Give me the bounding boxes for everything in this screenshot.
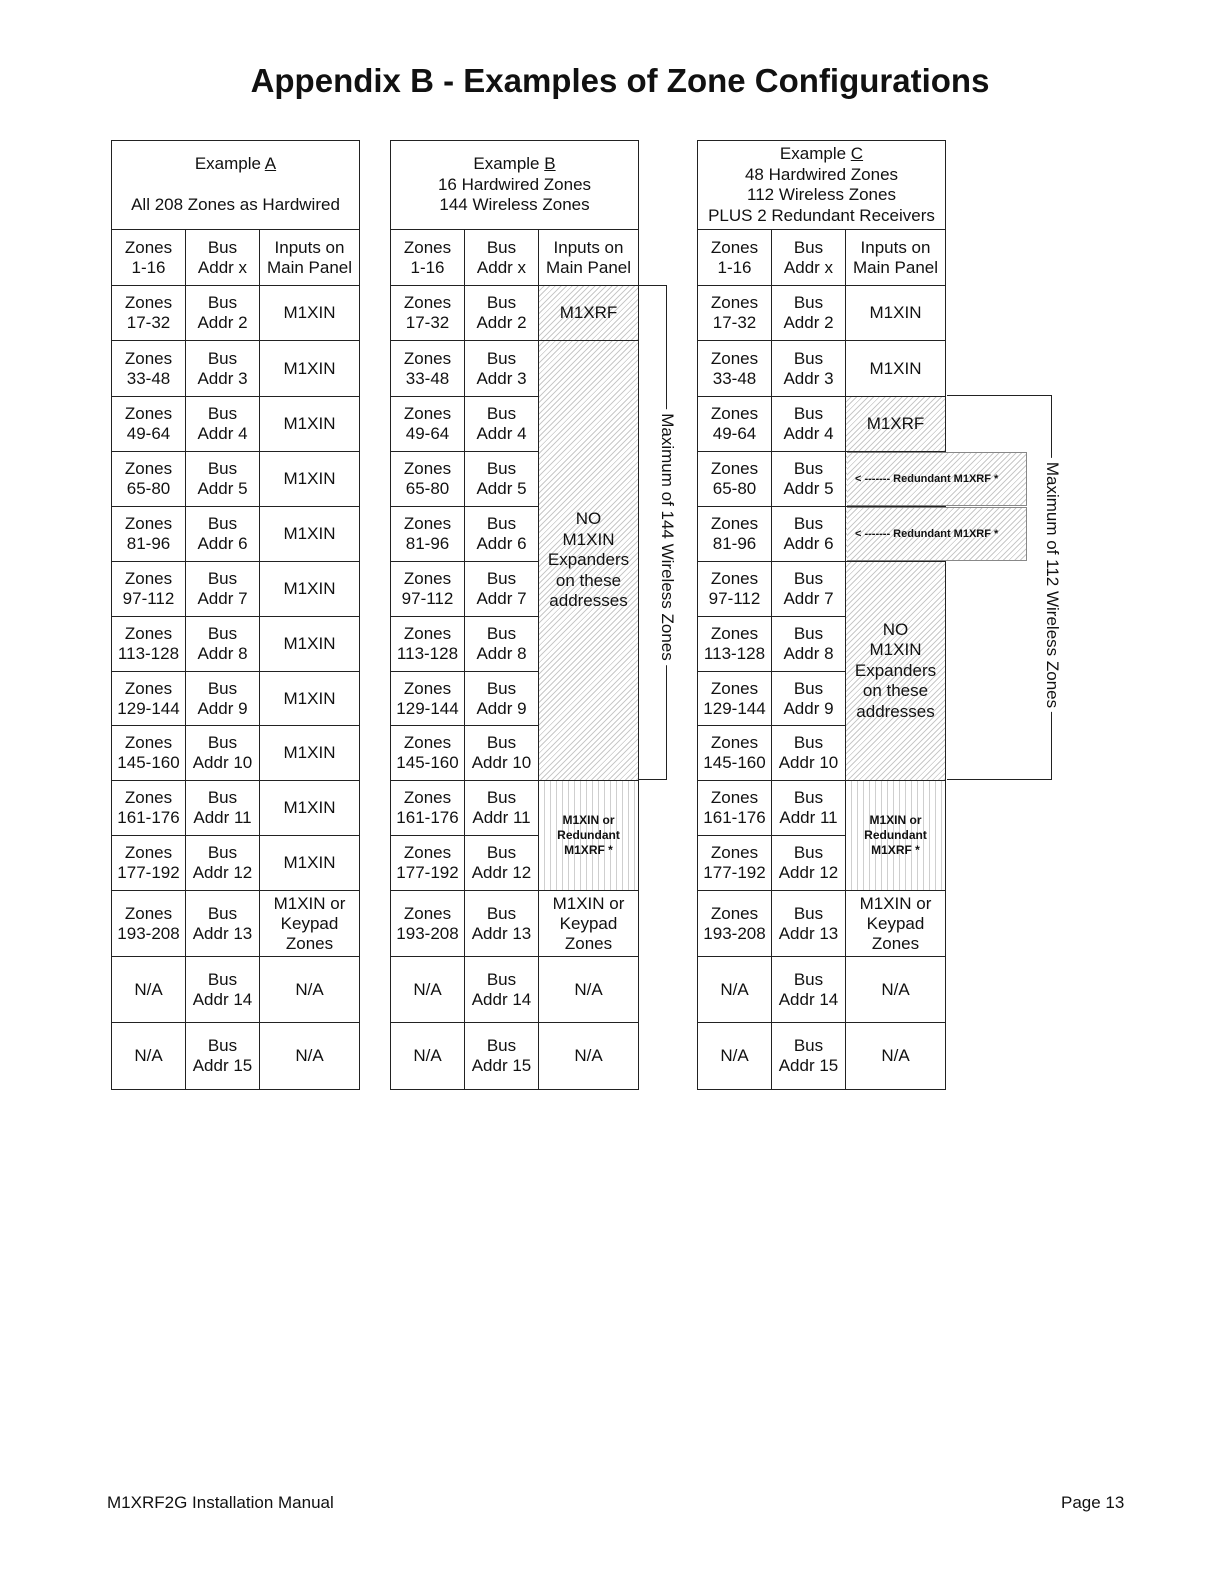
footer-manual-name: M1XRF2G Installation Manual [107, 1493, 334, 1512]
inputs-cell-text: M1XIN [283, 634, 336, 653]
bus-address-cell-text: Bus Addr 7 [197, 569, 248, 608]
redundant-m1xrf-label: < ------- Redundant M1XRF * [847, 452, 1027, 506]
zone-range-cell [390, 671, 465, 726]
inputs-cell-text: Inputs on Main Panel [266, 237, 353, 277]
inputs-cell [259, 780, 360, 836]
zone-range-cell [390, 616, 465, 672]
zone-range-cell-text: Zones 33-48 [124, 348, 173, 388]
inputs-cell-text: M1XIN [869, 358, 922, 378]
zone-range-cell [111, 285, 186, 341]
bus-address-cell-text: Bus Addr 14 [192, 969, 253, 1009]
bus-address-cell-text: Bus Addr 5 [783, 459, 834, 498]
bus-address-cell [464, 396, 539, 452]
bus-address-cell-text: Bus Addr 2 [476, 293, 527, 332]
bus-address-cell [771, 451, 846, 507]
bus-address-cell [185, 835, 260, 891]
na-cell [538, 1022, 639, 1090]
keypad-cell [538, 890, 639, 957]
zone-range-cell-text: Zones 145-160 [117, 733, 180, 772]
inputs-cell-text: Inputs on Main Panel [852, 237, 939, 277]
zone-range-cell-text: Zones 1-16 [124, 237, 173, 277]
zone-range-cell-text: Zones 177-192 [703, 843, 766, 882]
inputs-cell-text: Inputs on Main Panel [545, 237, 632, 277]
bus-address-cell-text: Bus Addr 4 [476, 404, 527, 443]
bus-address-cell-text: Bus Addr x [197, 237, 248, 277]
zone-range-cell-text: Zones 65-80 [124, 459, 173, 498]
na-cell [845, 956, 946, 1023]
page-title: Appendix B - Examples of Zone Configurations [250, 62, 990, 99]
zone-range-cell-text: Zones 177-192 [117, 843, 180, 882]
na-cell [845, 1022, 946, 1090]
m1xrf-cell [845, 396, 946, 452]
zone-range-cell [111, 725, 186, 781]
zone-range-cell [390, 229, 465, 286]
inputs-cell-text: M1XIN [283, 524, 336, 543]
bus-address-cell-text: Bus Addr 15 [192, 1036, 253, 1075]
zone-range-cell [111, 616, 186, 672]
bus-address-cell [185, 956, 260, 1023]
zone-range-cell-text: Zones 49-64 [710, 404, 759, 443]
m1xin-or-redundant-cell-text: M1XIN or Redundant M1XRF * [557, 813, 620, 857]
inputs-cell [259, 451, 360, 507]
keypad-cell [845, 890, 946, 957]
example-b-header [390, 140, 639, 230]
inputs-cell [259, 956, 360, 1023]
bus-address-cell-text: Bus Addr 6 [476, 514, 527, 553]
zone-range-cell [697, 1022, 772, 1090]
inputs-cell [259, 616, 360, 672]
zone-range-cell [390, 396, 465, 452]
bus-address-cell-text: Bus Addr 9 [476, 678, 527, 718]
example-a-header-text: Example A All 208 Zones as Hardwired [131, 154, 340, 215]
bus-address-cell-text: Bus Addr 4 [197, 404, 248, 443]
bus-address-cell [771, 561, 846, 617]
zone-range-cell [390, 835, 465, 891]
zone-range-cell [697, 451, 772, 507]
bus-address-cell-text: Bus Addr 14 [471, 969, 532, 1009]
zone-range-cell [111, 396, 186, 452]
wireless-bracket-c-bottom [947, 779, 1052, 780]
inputs-cell-text: M1XIN [283, 469, 336, 488]
na-cell [538, 956, 639, 1023]
bus-address-cell [464, 671, 539, 726]
zone-range-cell [390, 890, 465, 957]
zone-range-cell [697, 396, 772, 452]
m1xrf-cell-text: M1XRF [866, 414, 925, 433]
zone-range-cell-text: Zones 129-144 [396, 678, 459, 718]
bus-address-cell-text: Bus Addr 7 [783, 569, 834, 608]
keypad-cell-text: M1XIN or Keypad Zones [552, 893, 625, 953]
bus-address-cell-text: Bus Addr 7 [476, 569, 527, 608]
bus-address-cell [464, 780, 539, 836]
zone-range-cell [390, 451, 465, 507]
inputs-cell-text: M1XIN [283, 853, 336, 872]
zone-range-cell-text: Zones 161-176 [117, 788, 180, 827]
bus-address-cell-text: Bus Addr 8 [476, 624, 527, 663]
zone-range-cell-text: N/A [134, 979, 163, 999]
zone-range-cell-text: Zones 129-144 [703, 678, 766, 718]
zone-range-cell-text: Zones 17-32 [403, 293, 452, 332]
zone-range-cell-text: Zones 177-192 [396, 843, 459, 882]
bus-address-cell [464, 616, 539, 672]
bus-address-cell-text: Bus Addr 13 [778, 903, 839, 943]
bus-address-cell [771, 725, 846, 781]
zone-range-cell-text: Zones 129-144 [117, 678, 180, 718]
bus-address-cell [464, 340, 539, 397]
inputs-cell-text: M1XIN [869, 303, 922, 322]
inputs-cell-text: N/A [295, 979, 324, 999]
zone-range-cell-text: Zones 97-112 [708, 569, 761, 608]
zone-range-cell-text: Zones 145-160 [703, 733, 766, 772]
zone-range-cell [697, 725, 772, 781]
example-c-header-text: Example C 48 Hardwired Zones 112 Wireless Zones PLUS 2 Redundant Receivers [708, 144, 935, 225]
zone-range-cell [390, 1022, 465, 1090]
zone-range-cell-text: Zones 145-160 [396, 733, 459, 772]
inputs-cell [259, 561, 360, 617]
bus-address-cell [185, 396, 260, 452]
zone-range-cell [111, 1022, 186, 1090]
zone-range-cell [697, 890, 772, 957]
inputs-cell [845, 285, 946, 341]
zone-range-cell-text: Zones 33-48 [403, 348, 452, 388]
inputs-cell-text: M1XIN [283, 579, 336, 598]
zone-range-cell [390, 956, 465, 1023]
bus-address-cell [185, 229, 260, 286]
bus-address-cell-text: Bus Addr 6 [197, 514, 248, 553]
zone-range-cell-text: Zones 113-128 [396, 624, 459, 663]
bus-address-cell [464, 451, 539, 507]
zone-range-cell [697, 616, 772, 672]
bus-address-cell-text: Bus Addr 10 [192, 733, 253, 772]
bus-address-cell [771, 396, 846, 452]
bus-address-cell [771, 340, 846, 397]
bus-address-cell-text: Bus Addr 12 [192, 843, 253, 882]
inputs-cell-text: M1XIN [283, 743, 336, 762]
bus-address-cell [185, 285, 260, 341]
inputs-cell-text: M1XIN [283, 358, 336, 378]
footer-page-number: Page 13 [1061, 1493, 1125, 1512]
m1xin-or-redundant-cell-text: M1XIN or Redundant M1XRF * [864, 813, 927, 857]
inputs-cell [259, 285, 360, 341]
zone-range-cell [697, 835, 772, 891]
example-a-header [111, 140, 360, 230]
bus-address-cell-text: Bus Addr 12 [778, 843, 839, 882]
inputs-cell [259, 890, 360, 957]
zone-range-cell [697, 956, 772, 1023]
inputs-cell-text: M1XIN or Keypad Zones [273, 893, 346, 953]
bus-address-cell-text: Bus Addr 2 [197, 293, 248, 332]
zone-range-cell-text: Zones 193-208 [117, 903, 180, 943]
bus-address-cell-text: Bus Addr 9 [783, 678, 834, 718]
example-letter: B [544, 154, 556, 174]
zone-range-cell-text: N/A [720, 979, 749, 999]
zone-range-cell-text: Zones 49-64 [403, 404, 452, 443]
zone-range-cell [111, 340, 186, 397]
bus-address-cell-text: Bus Addr 11 [472, 788, 531, 827]
zone-range-cell-text: Zones 81-96 [710, 514, 759, 553]
bus-address-cell [464, 285, 539, 341]
bus-address-cell [185, 506, 260, 562]
inputs-cell-text: N/A [295, 1046, 324, 1065]
bus-address-cell [464, 1022, 539, 1090]
zone-range-cell-text: Zones 33-48 [710, 348, 759, 388]
bus-address-cell-text: Bus Addr 11 [779, 788, 838, 827]
example-c-header [697, 140, 946, 230]
zone-range-cell-text: Zones 17-32 [124, 293, 173, 332]
inputs-cell [845, 229, 946, 286]
zone-range-cell-text: Zones 1-16 [403, 237, 452, 277]
bus-address-cell-text: Bus Addr 15 [471, 1036, 532, 1075]
bus-address-cell [185, 1022, 260, 1090]
bus-address-cell-text: Bus Addr 11 [193, 788, 252, 827]
zone-range-cell [697, 671, 772, 726]
zone-range-cell [697, 340, 772, 397]
bus-address-cell [464, 725, 539, 781]
zone-range-cell-text: Zones 113-128 [117, 624, 180, 663]
example-letter: C [850, 144, 864, 163]
zone-range-cell [390, 561, 465, 617]
zone-range-cell-text: Zones 113-128 [703, 624, 766, 663]
inputs-cell-text: M1XIN [283, 798, 336, 817]
zone-range-cell [390, 340, 465, 397]
bus-address-cell-text: Bus Addr 10 [471, 733, 532, 772]
zone-range-cell-text: Zones 49-64 [124, 404, 173, 443]
bus-address-cell [771, 616, 846, 672]
zone-range-cell-text: Zones 97-112 [401, 569, 454, 608]
example-letter: A [264, 154, 277, 174]
bus-address-cell [771, 229, 846, 286]
example-b-header-text: Example B 16 Hardwired Zones 144 Wireless Zones [437, 154, 592, 215]
bus-address-cell [464, 890, 539, 957]
zone-range-cell [390, 285, 465, 341]
zone-range-cell [697, 561, 772, 617]
bus-address-cell-text: Bus Addr 8 [783, 624, 834, 663]
m1xin-or-redundant-cell [538, 780, 639, 891]
zone-range-cell-text: N/A [413, 1046, 442, 1065]
bus-address-cell-text: Bus Addr 10 [778, 733, 839, 772]
bus-address-cell-text: Bus Addr 5 [197, 459, 248, 498]
bus-address-cell [771, 890, 846, 957]
no-expanders-cell [845, 561, 946, 781]
bus-address-cell [185, 561, 260, 617]
zone-range-cell-text: Zones 161-176 [703, 788, 766, 827]
bus-address-cell-text: Bus Addr 8 [197, 624, 248, 663]
bus-address-cell [185, 725, 260, 781]
zone-range-cell-text: Zones 65-80 [403, 459, 452, 498]
bus-address-cell [464, 506, 539, 562]
bus-address-cell [464, 229, 539, 286]
na-cell-text: N/A [574, 979, 603, 999]
bus-address-cell [185, 671, 260, 726]
zone-range-cell [111, 451, 186, 507]
inputs-cell [845, 340, 946, 397]
m1xrf-cell-text: M1XRF [559, 303, 618, 322]
bus-address-cell-text: Bus Addr 4 [783, 404, 834, 443]
zone-range-cell [390, 780, 465, 836]
zone-range-cell [111, 229, 186, 286]
bus-address-cell [185, 890, 260, 957]
bus-address-cell [185, 616, 260, 672]
wireless-bracket-c [947, 396, 1052, 780]
bus-address-cell-text: Bus Addr 6 [783, 514, 834, 553]
no-expanders-cell-text: NO M1XIN Expanders on these addresses [854, 619, 937, 721]
zone-range-cell [390, 725, 465, 781]
bus-address-cell-text: Bus Addr 2 [783, 293, 834, 332]
zone-range-cell [111, 890, 186, 957]
bus-address-cell [771, 1022, 846, 1090]
zone-range-cell-text: Zones 81-96 [124, 514, 173, 553]
na-cell-text: N/A [574, 1046, 603, 1065]
bus-address-cell [185, 780, 260, 836]
inputs-cell-text: M1XIN [283, 303, 336, 322]
bus-address-cell [185, 451, 260, 507]
zone-range-cell-text: Zones 161-176 [396, 788, 459, 827]
inputs-cell [259, 1022, 360, 1090]
bus-address-cell [771, 835, 846, 891]
zone-range-cell-text: Zones 17-32 [710, 293, 759, 332]
zone-range-cell [111, 561, 186, 617]
bus-address-cell-text: Bus Addr 12 [471, 843, 532, 882]
zone-range-cell-text: Zones 97-112 [122, 569, 175, 608]
inputs-cell [538, 229, 639, 286]
redundant-m1xrf-label: < ------- Redundant M1XRF * [847, 507, 1027, 561]
inputs-cell [259, 725, 360, 781]
inputs-cell [259, 506, 360, 562]
bus-address-cell-text: Bus Addr 5 [476, 459, 527, 498]
zone-range-cell [111, 780, 186, 836]
zone-range-cell-text: N/A [134, 1046, 163, 1065]
bus-address-cell [464, 956, 539, 1023]
inputs-cell [259, 671, 360, 726]
keypad-cell-text: M1XIN or Keypad Zones [859, 893, 932, 953]
bus-address-cell-text: Bus Addr 13 [192, 903, 253, 943]
inputs-cell [259, 396, 360, 452]
no-expanders-cell [538, 340, 639, 781]
zone-range-cell [697, 780, 772, 836]
bus-address-cell-text: Bus Addr 15 [778, 1036, 839, 1075]
zone-range-cell [697, 506, 772, 562]
bus-address-cell [771, 780, 846, 836]
zone-range-cell-text: Zones 65-80 [710, 459, 759, 498]
bus-address-cell-text: Bus Addr 9 [197, 678, 248, 718]
na-cell-text: N/A [881, 1046, 910, 1065]
wireless-label-c: Maximum of 112 Wireless Zones [1042, 458, 1062, 712]
bus-address-cell-text: Bus Addr 14 [778, 969, 839, 1009]
inputs-cell-text: M1XIN [283, 688, 336, 708]
zone-range-cell [697, 285, 772, 341]
zone-range-cell-text: N/A [720, 1046, 749, 1065]
bus-address-cell [185, 340, 260, 397]
bus-address-cell-text: Bus Addr x [783, 237, 834, 277]
inputs-cell [259, 229, 360, 286]
bus-address-cell-text: Bus Addr x [476, 237, 527, 277]
inputs-cell [259, 340, 360, 397]
zone-range-cell-text: N/A [413, 979, 442, 999]
bus-address-cell [464, 561, 539, 617]
bus-address-cell [771, 506, 846, 562]
no-expanders-cell-text: NO M1XIN Expanders on these addresses [547, 509, 630, 611]
bus-address-cell-text: Bus Addr 13 [471, 903, 532, 943]
zone-range-cell-text: Zones 193-208 [703, 903, 766, 943]
na-cell-text: N/A [881, 979, 910, 999]
bus-address-cell [771, 285, 846, 341]
inputs-cell-text: M1XIN [283, 414, 336, 433]
zone-range-cell-text: Zones 81-96 [403, 514, 452, 553]
zone-range-cell [111, 956, 186, 1023]
m1xin-or-redundant-cell [845, 780, 946, 891]
zone-range-cell-text: Zones 1-16 [710, 237, 759, 277]
wireless-label-b: Maximum of 144 Wireless Zones [657, 409, 677, 665]
zone-range-cell [390, 506, 465, 562]
zone-range-cell [111, 835, 186, 891]
zone-range-cell-text: Zones 193-208 [396, 903, 459, 943]
bus-address-cell [771, 956, 846, 1023]
bus-address-cell [464, 835, 539, 891]
inputs-cell [259, 835, 360, 891]
bus-address-cell-text: Bus Addr 3 [783, 348, 834, 388]
zone-range-cell [697, 229, 772, 286]
bus-address-cell [771, 671, 846, 726]
zone-range-cell [111, 506, 186, 562]
bus-address-cell-text: Bus Addr 3 [197, 348, 248, 388]
wireless-bracket-c-top [947, 395, 1052, 396]
bus-address-cell-text: Bus Addr 3 [476, 348, 527, 388]
m1xrf-cell [538, 285, 639, 341]
zone-range-cell [111, 671, 186, 726]
